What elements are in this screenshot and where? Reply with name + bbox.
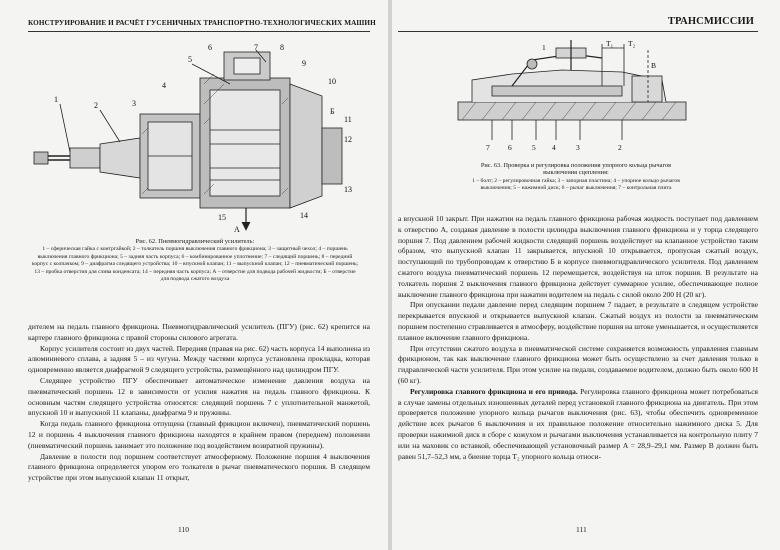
right-paragraph-regulation [398, 387, 758, 463]
figure-63-caption-text: 1 – болт; 2 – регулировочная гайка; 3 – запорная пластина; 4 – упорное кольцо рычагов выключения; 5 – нажимной диск; 6 – рычаг выключения; 7 – контрольная плита [472, 177, 680, 192]
fig62-label-2: 2 [94, 101, 98, 110]
right-page [392, 0, 780, 550]
left-paragraph-3: Следящее устройство ПГУ обеспечивает автоматическое изменение давления воздуха на пневматический поршень 12 в зависимости от усилия нажатия на педаль главного фрикциона. К основным частям следящего устройства относятся: следящий поршень 7 с уплотнительной манжетой, впускной 10 и выпускной 11 клапаны, диафрагма 9 и пружины. [28, 375, 370, 418]
fig62-label-1: 1 [54, 95, 58, 104]
right-header-rule [398, 31, 758, 32]
figure-63-caption [464, 162, 688, 193]
left-running-header: КОНСТРУИРОВАНИЕ И РАСЧЁТ ГУСЕНИЧНЫХ ТРАНСПОРТНО-ТЕХНОЛОГИЧЕСКИХ МАШИН [28, 19, 376, 27]
regulation-text: Регулировка главного фрикциона может потребоваться в случае замены отдельных изношенных деталей перед установкой главного фрикциона на двигатель. При этом проверяется положение упорного кольца рычагов выключения (рис. 63), чтобы обеспечить одновременное действие всех рычагов 6 выключения и их правильное положение относительно нажимного диска 5. Для проверки нажимной диск в сборе с кожухом и рычагами выключения устанавливается на контрольную плиту 7 или на маховик со вставкой, обеспечивающей установочный размер А = 28,9–29,1 мм. Размер В должен быть равен 51,7–52,3 мм, а биение торца Т₂ упорного кольца относи- [398, 386, 758, 461]
right-paragraph-2: При опускании педали давление перед следящим поршнем 7 падает, в результате в следящем устройстве перекрывается впускной и открывается выпускной клапан. Сжатый воздух из полости за пневматическим поршнем постепенно стравливается в атмосферу, воздействие поршня на штоке уменьшается, и осуществляется плавное включение главного фрикциона. [398, 300, 758, 342]
fig62-label-3: 3 [132, 99, 136, 108]
figure-62-caption-text: 1 – сферическая гайка с контргайкой; 2 – толкатель поршня выключения главного фрикциона; 3 – защитный чехол; 4 – поршень выключения главного фрикциона; 5 – задняя часть корпуса; 6 – комбинированное уплотнение; 7 – следящий поршень; 8 – передний корпус с колпачком; 9 – диафрагма следящего устройства; 10 – впускной клапан; 11 – выпускной клапан; 12 – пневматический поршень; 13 – пробка отверстия для слива конденсата; 14 – передняя часть корпуса; А – отверстие для подвода рабочей жидкости; Б – отверстие для подвода сжатого воздуха [31, 246, 359, 283]
fig62-label-15: 15 [218, 213, 226, 222]
fig62-label-5: 5 [188, 55, 192, 64]
fig62-label-B: Б [330, 107, 335, 116]
figure-63-clutch-drawing [452, 40, 692, 158]
regulation-heading: Регулировка главного фрикциона и его привода. [410, 386, 578, 396]
fig63-label-4: 4 [552, 143, 556, 152]
left-paragraph-4: Когда педаль главного фрикциона отпущена (главный фрикцион включен), пневматический поршень 12 и поршень 4 выключения главного фрикциона находятся в крайнем правом (переднем) положении (пневматический поршень занимает это положение под воздействием возвратной пружины). [28, 419, 370, 450]
right-paragraph-1: а впускной 10 закрыт. При нажатии на педаль главного фрикциона рабочая жидкость поступает под давлением к отверстию А, создавая давление в полости цилиндра выключения главного фрикциона и у торца следящего поршня 7. Под давлением рабочей жидкости следящий поршень воздействует на клапанное устройство таким образом, что выпускной клапан 11 закрывается, впускной 10 открывается, пропуская сжатый воздух, поступающий по трубопроводам к отверстию Б в корпусе пневмогидравлического усилителя. Под давлением сжатого воздуха пневматический поршень 12 перемещается, воздействуя на шток поршня. В результате на толкатель поршня 2 выключения главного фрикциона действует суммарное усилие, обеспечивающее полное выключение главного фрикциона при нажатии водителем на педаль с силой около 200 Н (20 кг). [398, 214, 758, 299]
right-page-number: 111 [576, 525, 587, 534]
left-body-text [28, 322, 370, 484]
right-running-header: ТРАНСМИССИИ [667, 16, 754, 27]
fig63-label-6: 6 [508, 143, 512, 152]
fig62-label-14: 14 [300, 211, 308, 220]
right-paragraph-3: При отсутствии сжатого воздуха в пневматической системе сохраняется возможность управления главным фрикционом, так как выключение главного фрикциона может быть осуществлено за счет давления только в гидравлической части усилителя. При этом усилие на педали, создаваемое водителем, должно быть около 600 Н (60 кг). [398, 343, 758, 385]
fig63-label-5: 5 [532, 143, 536, 152]
fig62-label-A: A [234, 225, 240, 234]
fig63-label-7: 7 [486, 143, 490, 152]
fig63-label-T2: Т₂ [628, 40, 636, 48]
fig62-label-8: 8 [280, 44, 284, 52]
fig62-label-7: 7 [254, 44, 258, 52]
left-header-rule [28, 31, 370, 32]
fig63-label-T1: Т₁ [606, 40, 614, 48]
figure-62-caption-title: Рис. 62. Пневмогидравлический усилитель: [135, 238, 255, 245]
figure-62-caption [30, 238, 360, 283]
left-paragraph-2: Корпус усилителя состоит из двух частей. Передняя (правая на рис. 62) часть корпуса 14 выполнена из алюминиевого сплава, а задняя 5 – из чугуна. Между частями корпуса установлена прокладка, которая одновременно является диафрагмой 9 следящего устройства, размещённого над цилиндром ПГУ. [28, 343, 370, 375]
fig63-label-1: 1 [542, 43, 546, 52]
fig62-label-11: 11 [344, 115, 352, 124]
fig62-label-12: 12 [344, 135, 352, 144]
left-paragraph-5: Давление в полости под поршнем соответствует атмосферному. Положение поршня 4 выключения главного фрикциона определяется упором его толкателя в рычаг пневматического поршня. В следящем устройстве при этом выпускной клапан 11 открыт, [28, 451, 370, 483]
left-paragraph-1: дителем на педаль главного фрикциона. Пневмогидравлический усилитель (ПГУ) (рис. 62) крепится на картере главного фрикциона с правой стороны силового агрегата. [28, 322, 370, 342]
left-page [0, 0, 388, 550]
fig63-label-3: 3 [576, 143, 580, 152]
fig63-label-2: 2 [618, 143, 622, 152]
figure-63-caption-title: Рис. 63. Проверка и регулировка положения упорного кольца рычагов выключения сцепления: [480, 162, 672, 177]
fig62-label-6: 6 [208, 44, 212, 52]
fig62-label-10: 10 [328, 77, 336, 86]
fig62-label-4: 4 [162, 81, 166, 90]
figure-62-pgu-drawing [30, 44, 360, 234]
fig62-label-9: 9 [302, 59, 306, 68]
fig62-label-13: 13 [344, 185, 352, 194]
right-body-text [398, 214, 758, 462]
fig63-label-V: В [651, 61, 657, 70]
left-page-number: 110 [178, 525, 189, 534]
